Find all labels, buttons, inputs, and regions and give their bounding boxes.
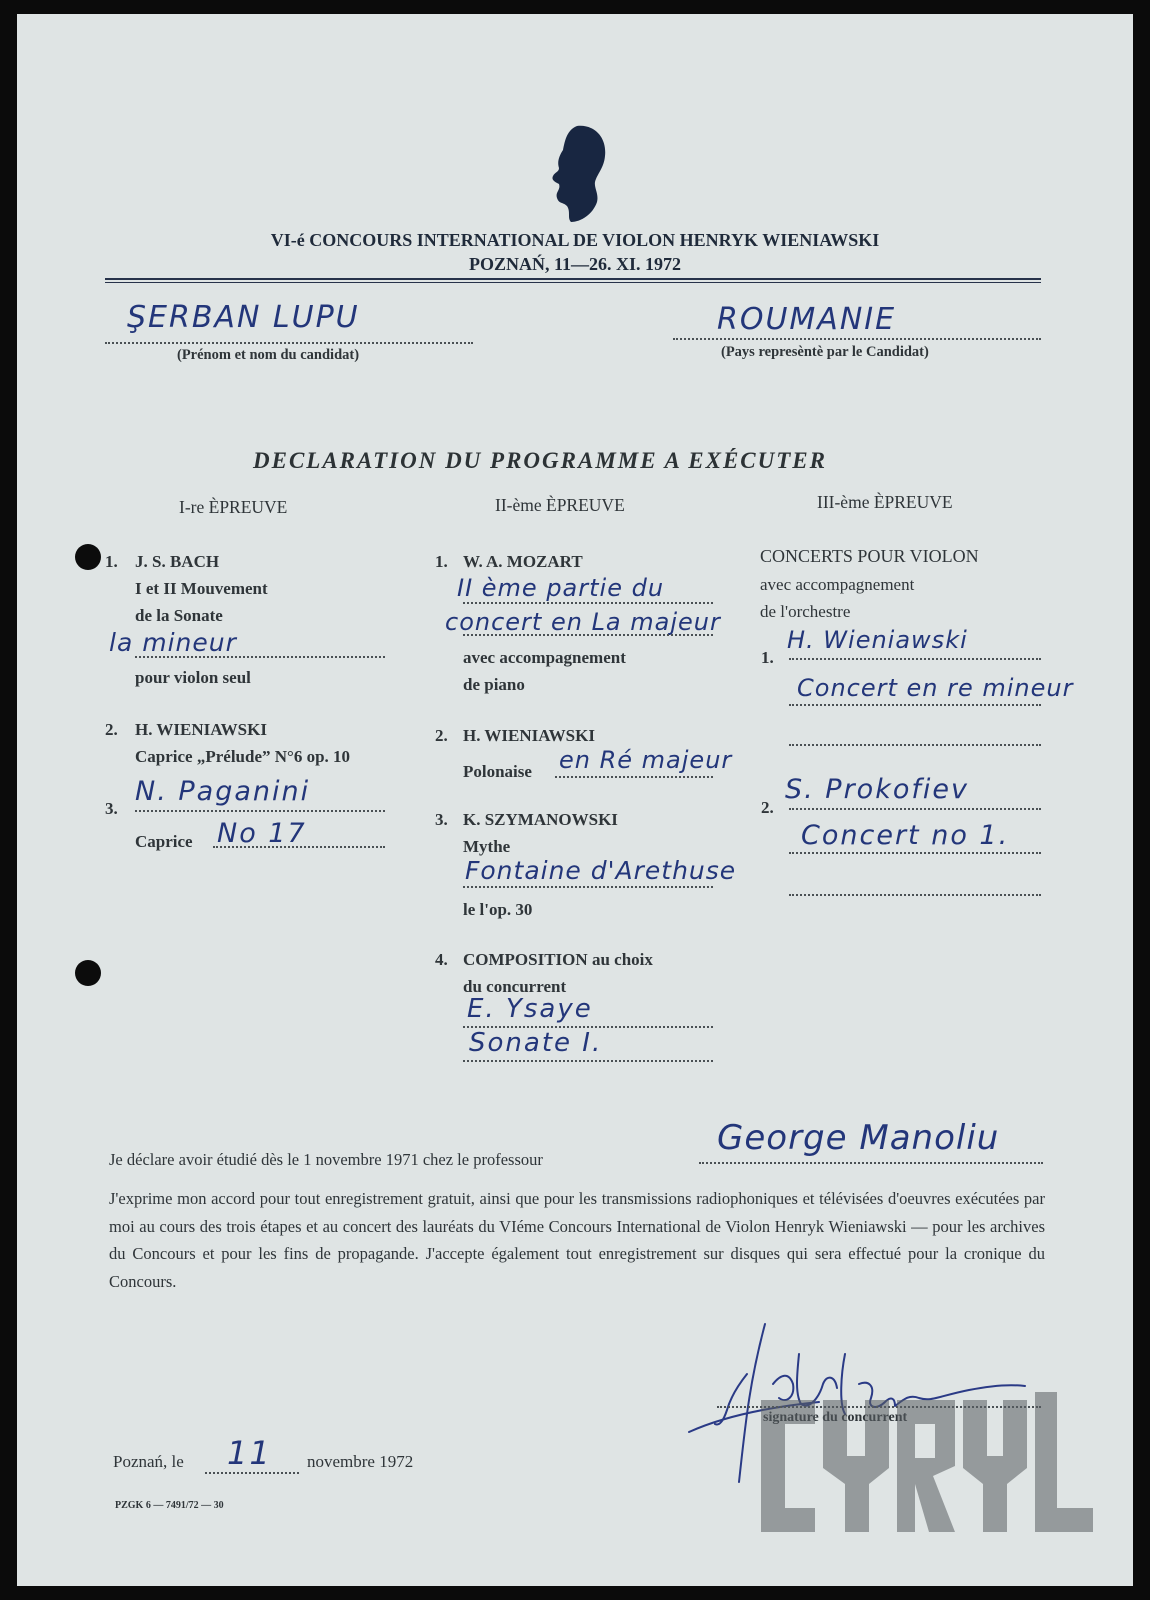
r1-item3-number: 3. xyxy=(105,799,118,818)
r2-item4-line1: du concurrent xyxy=(463,977,567,996)
r1-item1-line1: I et II Mouvement xyxy=(135,579,268,598)
r2-item2-composer: H. WIENIAWSKI xyxy=(463,726,595,745)
r3-item1-line-c xyxy=(789,744,1041,746)
r3-intro2: avec accompagnement xyxy=(760,575,915,594)
r3-item1-line-b xyxy=(789,704,1041,706)
r3-item2-line-a xyxy=(789,808,1041,810)
r1-item2-number: 2. xyxy=(105,720,118,739)
r3-item1-number: 1. xyxy=(761,648,774,667)
r1-item1-line3: pour violon seul xyxy=(135,668,251,687)
candidate-name-line xyxy=(105,342,473,344)
r3-item2-line-c xyxy=(789,894,1041,896)
r3-item2-number: 2. xyxy=(761,798,774,817)
date-prefix: Poznań, le xyxy=(113,1452,184,1471)
r1-item1-key-handwritten: la mineur xyxy=(109,628,237,657)
r1-item1-composer: J. S. BACH xyxy=(135,552,220,571)
r3-item1-hand-line2: Concert en re mineur xyxy=(797,674,1074,702)
header-rule-bottom xyxy=(105,282,1041,283)
r2-item1-line-b xyxy=(463,634,713,636)
r2-item4-composer-suffix: au choix xyxy=(591,950,653,969)
date-suffix: novembre 1972 xyxy=(307,1452,414,1471)
round-1-heading: I-re ÈPREUVE xyxy=(179,497,288,517)
r1-item1-line xyxy=(135,656,385,658)
r1-item3-caprice-line xyxy=(213,846,385,848)
document-sheet xyxy=(17,14,1133,1586)
date-line xyxy=(205,1472,299,1474)
r2-item1-line-a xyxy=(463,602,713,604)
r1-item1-number: 1. xyxy=(105,552,118,571)
contest-title: VI-é CONCOURS INTERNATIONAL DE VIOLON HENRYK WIENIAWSKI xyxy=(270,230,880,250)
portrait-silhouette-logo xyxy=(537,122,617,226)
consent-paragraph: J'exprime mon accord pour tout enregistrement gratuit, ainsi que pour les transmissions radiophoniques et télévisées d'oeuvres exécutées par moi au cours des trois étapes et au concert des lauréats du VIéme Concours International de Violon Henryk Wieniawski — pour les archives du Concours et pour les fins de propagande. J'accepte également tout enregistrement sur disques qui sera effectué pour la cronique du Concours. xyxy=(109,1189,1045,1291)
round-2-heading: II-ème ÈPREUVE xyxy=(495,495,625,515)
round-3-heading: III-ème ÈPREUVE xyxy=(817,492,953,512)
r3-item2-line-b xyxy=(789,852,1041,854)
r2-item3-number: 3. xyxy=(435,810,448,829)
r2-item1-composer: W. A. MOZART xyxy=(463,552,583,571)
r2-item3-title-handwritten: Fontaine d'Arethuse xyxy=(465,856,737,885)
r3-intro1: CONCERTS POUR VIOLON xyxy=(760,546,979,566)
r2-item3-line xyxy=(463,886,713,888)
r2-item4-hand-line2: Sonate I. xyxy=(469,1028,603,1058)
r3-item1-line-a xyxy=(789,658,1041,660)
professor-line xyxy=(699,1162,1043,1164)
candidate-name-handwritten: ŞERBAN LUPU xyxy=(127,300,360,335)
candidate-country-label: (Pays represèntè par le Candidat) xyxy=(721,344,929,360)
r3-item2-hand-line1: S. Prokofiev xyxy=(785,774,969,805)
declaration-title: DECLARATION DU PROGRAMME A EXÉCUTER xyxy=(253,448,827,473)
r2-item3-line1: Mythe xyxy=(463,837,511,856)
r1-item2-line1: Caprice „Prélude” N°6 op. 10 xyxy=(135,747,351,766)
cyryl-watermark xyxy=(757,1380,1097,1552)
r1-item3-composer-handwritten: N. Paganini xyxy=(135,776,311,807)
professor-statement: Je déclare avoir étudié dès le 1 novembre 1971 chez le professour xyxy=(109,1150,543,1169)
print-code: PZGK 6 — 7491/72 — 30 xyxy=(115,1500,224,1511)
r2-item2-label: Polonaise xyxy=(463,762,532,781)
r2-item2-number: 2. xyxy=(435,726,448,745)
r2-item4-composer xyxy=(463,950,653,970)
r2-item3-line2: le l'op. 30 xyxy=(463,900,533,919)
r1-item2-composer: H. WIENIAWSKI xyxy=(135,720,267,739)
header-rule-top xyxy=(105,278,1041,280)
r2-item2-line xyxy=(555,776,713,778)
r1-item3-label: Caprice xyxy=(135,832,193,851)
r2-item1-hand-line2: concert en La majeur xyxy=(445,608,721,636)
r2-item1-line1: avec accompagnement xyxy=(463,648,626,667)
r2-item4-composer-name: COMPOSITION xyxy=(463,950,588,969)
r3-intro3: de l'orchestre xyxy=(760,602,851,621)
punch-hole-top xyxy=(75,544,101,570)
r1-item3-line xyxy=(135,810,385,812)
professor-name-handwritten: George Manoliu xyxy=(717,1118,1000,1158)
date-day-handwritten: 11 xyxy=(227,1434,272,1472)
candidate-name-label: (Prénom et nom du candidat) xyxy=(177,347,360,363)
punch-hole-bottom xyxy=(75,960,101,986)
r2-item1-hand-line1: II ème partie du xyxy=(457,574,665,602)
candidate-country-line xyxy=(673,338,1041,340)
r2-item4-hand-line1: E. Ysaye xyxy=(467,994,593,1024)
r2-item1-line2: de piano xyxy=(463,675,525,694)
candidate-country-handwritten: ROUMANIE xyxy=(717,302,897,337)
r2-item1-number: 1. xyxy=(435,552,448,571)
r1-item3-caprice-handwritten: No 17 xyxy=(217,818,307,849)
r2-item2-key-handwritten: en Ré majeur xyxy=(559,746,733,774)
r2-item4-number: 4. xyxy=(435,950,448,969)
contest-dates: POZNAŃ, 11—26. XI. 1972 xyxy=(468,254,681,274)
r1-item1-line2: de la Sonate xyxy=(135,606,223,625)
r2-item3-composer: K. SZYMANOWSKI xyxy=(463,810,618,829)
r3-item2-hand-line2: Concert no 1. xyxy=(801,820,1010,851)
r3-item1-hand-line1: H. Wieniawski xyxy=(787,626,968,654)
r2-item4-line-b xyxy=(463,1060,713,1062)
